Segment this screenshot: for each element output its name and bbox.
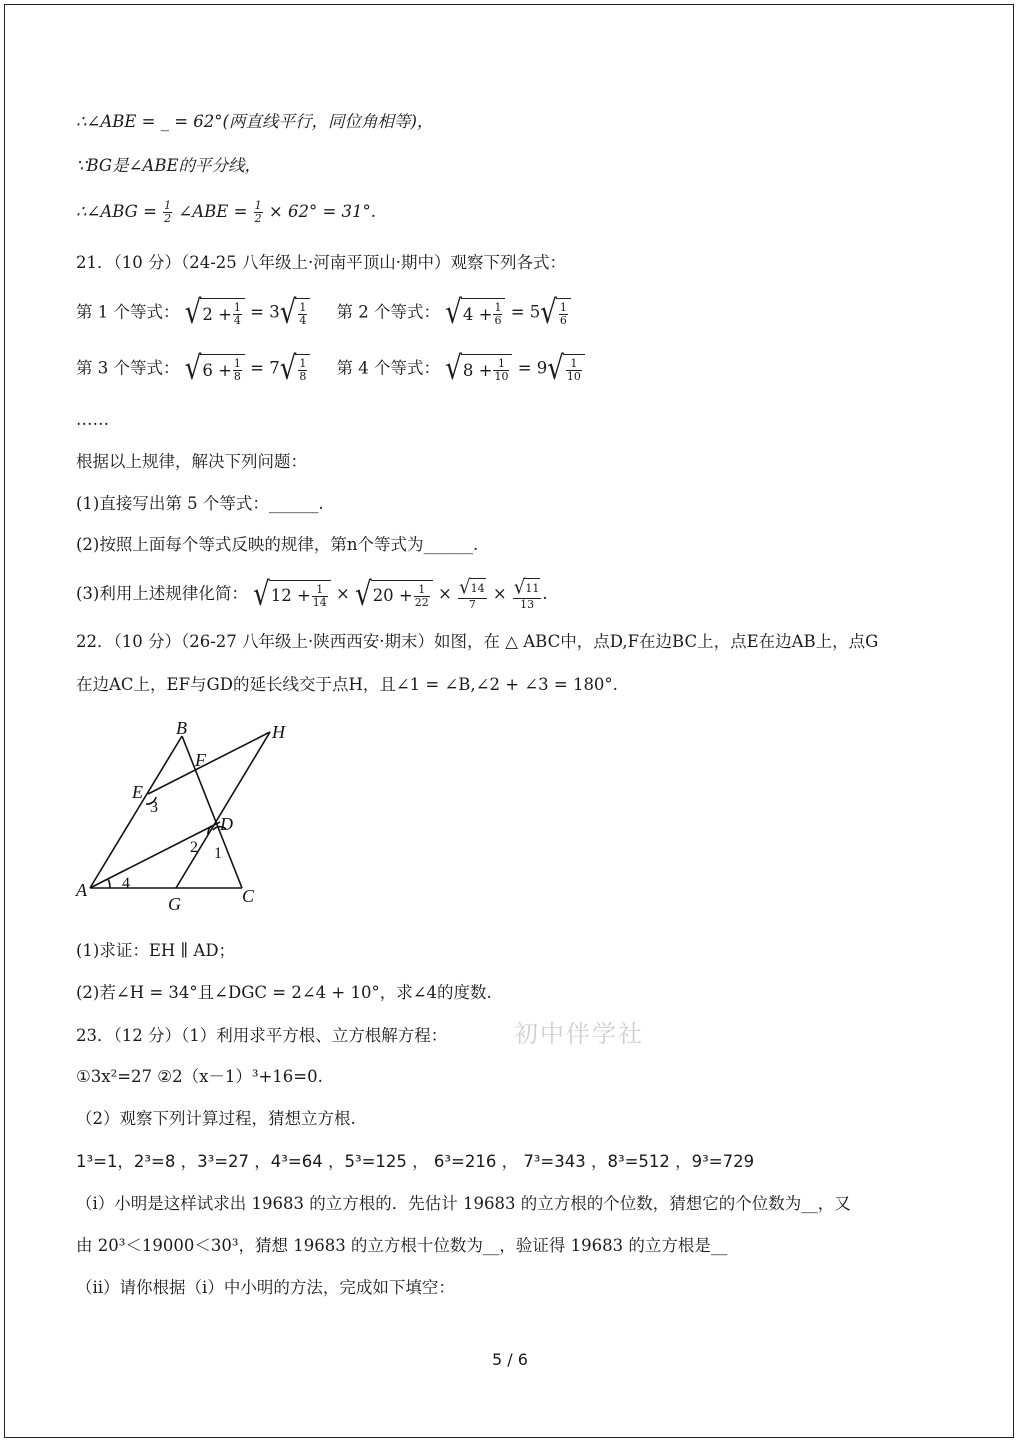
eq1-result: = 3 <box>250 302 280 322</box>
label-F: F <box>195 750 206 770</box>
text-line-3-a: ∴∠ABG = <box>76 202 157 221</box>
eq4-sqrt-left: √ 8 + $\frac{1}{10}$ <box>445 354 512 384</box>
angle-label-2: 2 <box>190 839 198 856</box>
question-22-part-1: (1)求证：EH ∥ AD； <box>76 941 236 960</box>
eq1-sqrt-left: √ 2 + $\frac{1}{4}$ <box>185 298 245 328</box>
question-22-part-2: (2)若∠H = 34°且∠DGC = 2∠4 + 10°，求∠4的度数. <box>76 983 492 1002</box>
text-line-3-c: × 62° = 31°. <box>268 202 377 221</box>
page-number: 5 / 6 <box>492 1350 528 1369</box>
question-21-part-3 <box>76 575 548 614</box>
eq3-label: 第 3 个等式： <box>76 358 180 378</box>
text-line-3-b: ∠ABE = <box>178 202 248 221</box>
question-21-heading: 21．（10 分）（24-25 八年级上·河南平顶山·期中）观察下列各式： <box>76 253 567 272</box>
fraction-half: $\frac{1}{2}$ <box>164 199 172 225</box>
eq3-sqrt-right: √ $\frac{1}{8}$ <box>280 354 311 384</box>
equation-row-2 <box>76 350 585 388</box>
question-23-part-2: （2）观察下列计算过程，猜想立方根. <box>76 1109 356 1128</box>
label-B: B <box>176 718 187 738</box>
watermark: 初中伴学社 <box>514 1020 644 1048</box>
times-sign-3: × <box>492 584 507 603</box>
segment-BC <box>182 736 242 888</box>
question-21-part-2: (2)按照上面每个等式反映的规律，第n个等式为______. <box>76 535 479 554</box>
question-22-heading-2: 在边AC上，EF与GD的延长线交于点H，且∠1 = ∠B,∠2 + ∠3 = 180°. <box>76 675 618 694</box>
fraction-root11-over-13: √ 11 13 <box>513 575 540 611</box>
equation-row-1 <box>76 294 571 332</box>
question-21-part-1: (1)直接写出第 5 个等式：______. <box>76 494 324 513</box>
question-23-ii: （ⅱ）请你根据（ⅰ）中小明的方法，完成如下填空： <box>76 1278 455 1297</box>
eq3-result: = 7 <box>250 358 280 378</box>
angle-label-1: 1 <box>214 845 222 862</box>
fraction-half-2: $\frac{1}{2}$ <box>254 199 262 225</box>
q21-3-sqrt-1: √ 12 + $\frac{1}{14}$ <box>253 580 331 610</box>
question-23-i-line-2: 由 20³＜19000＜30³，猜想 19683 的立方根十位数为__，验证得 19683 的立方根是__ <box>76 1236 728 1255</box>
text-line-3 <box>76 200 376 225</box>
label-E: E <box>132 782 143 802</box>
q21-3-label: (3)利用上述规律化简： <box>76 584 248 603</box>
eq4-result: = 9 <box>517 358 548 378</box>
fraction-root14-over-7: √ 14 7 <box>459 575 485 611</box>
question-23-equations: ①3x²=27 ②2（x－1）³+16=0. <box>76 1067 323 1086</box>
label-G: G <box>168 894 181 912</box>
question-23-i: （ⅰ）小明是这样试求出 19683 的立方根的．先估计 19683 的立方根的个位数，猜想它的个位数为__，又 <box>76 1194 851 1213</box>
eq3-sqrt-left: √ 6 + $\frac{1}{8}$ <box>185 354 245 384</box>
angle-label-3: 3 <box>150 799 158 816</box>
geometry-figure <box>70 712 300 912</box>
eq4-sqrt-right: √ $\frac{1}{10}$ <box>547 354 585 384</box>
eq1-label: 第 1 个等式： <box>76 302 180 322</box>
question-22-heading: 22．（10 分）（26-27 八年级上·陕西西安·期末）如图，在 △ ABC中，点D,F在边BC上，点E在边AB上，点G <box>76 632 879 651</box>
angle-label-4: 4 <box>122 875 130 892</box>
q21-3-sqrt-2: √ 20 + $\frac{1}{22}$ <box>355 580 433 610</box>
eq1-sqrt-right: √ $\frac{1}{4}$ <box>280 298 311 328</box>
ellipsis: …… <box>76 410 109 429</box>
text-line-1: ∴∠ABE = _ = 62°(两直线平行，同位角相等)， <box>76 112 434 131</box>
times-sign-1: × <box>336 584 350 603</box>
question-23-heading: 23．（12 分）（1）利用求平方根、立方根解方程： <box>76 1026 448 1045</box>
label-A: A <box>76 880 87 900</box>
label-H: H <box>272 722 285 742</box>
label-C: C <box>242 886 255 906</box>
period: . <box>542 584 548 603</box>
eq4-label: 第 4 个等式： <box>336 358 441 378</box>
times-sign-2: × <box>438 584 452 603</box>
angle-4-arc <box>108 879 110 888</box>
label-D: D <box>220 814 233 834</box>
eq2-sqrt-right: √ $\frac{1}{6}$ <box>540 298 571 328</box>
cube-list: 1³=1，2³=8 ，3³=27 ，4³=64 ，5³=125 ， 6³=216 ， 7³=343 ，8³=512 ，9³=729 <box>76 1152 755 1171</box>
eq2-sqrt-left: √ 4 + $\frac{1}{6}$ <box>445 298 505 328</box>
eq2-result: = 5 <box>510 302 541 322</box>
eq2-label: 第 2 个等式： <box>336 302 441 322</box>
text-line-2: ∵BG是∠ABE的平分线， <box>76 156 262 175</box>
rule-text: 根据以上规律，解决下列问题： <box>76 452 307 471</box>
